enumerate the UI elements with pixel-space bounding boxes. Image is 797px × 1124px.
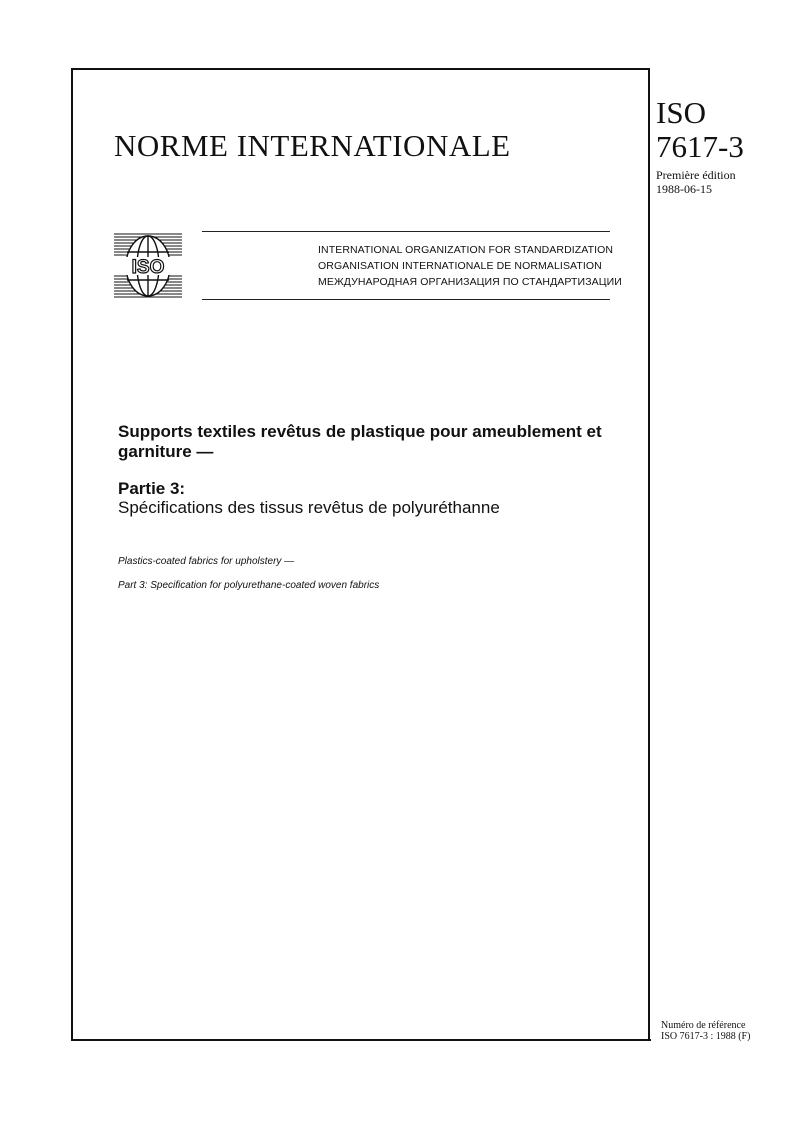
publication-date: 1988-06-15 — [656, 182, 712, 196]
standard-identifier — [656, 96, 786, 196]
english-title: Plastics-coated fabrics for upholstery — — [118, 556, 295, 567]
org-name-russian: МЕЖДУНАРОДНАЯ ОРГАНИЗАЦИЯ ПО СТАНДАРТИЗАЦИИ — [318, 276, 622, 288]
page-frame — [71, 68, 650, 1040]
iso-label: ISO — [656, 95, 706, 130]
reference-number — [661, 1020, 791, 1042]
divider-rule — [202, 299, 610, 300]
org-name-french: ORGANISATION INTERNATIONALE DE NORMALISATION — [318, 260, 602, 272]
edition-label: Première édition — [656, 168, 736, 182]
part-number: Partie 3: — [118, 479, 186, 498]
part-title: Spécifications des tissus revêtus de polyuréthanne — [118, 498, 500, 517]
iso-logo-icon — [114, 230, 182, 302]
frame-bottom-rule — [71, 1039, 651, 1041]
page-title: NORME INTERNATIONALE — [114, 128, 511, 163]
org-name-english: INTERNATIONAL ORGANIZATION FOR STANDARDIZATION — [318, 244, 614, 256]
document-title: Supports textiles revêtus de plastique pour ameublement et garniture — — [118, 422, 602, 461]
organization-names — [318, 242, 622, 290]
iso-number: 7617-3 — [656, 129, 744, 164]
reference-code: ISO 7617-3 : 1988 (F) — [661, 1031, 751, 1042]
reference-label: Numéro de référence — [661, 1020, 746, 1031]
english-part-title: Part 3: Specification for polyurethane-coated woven fabrics — [118, 580, 380, 591]
divider-rule — [202, 231, 610, 232]
logo-text: ISO — [131, 257, 165, 278]
